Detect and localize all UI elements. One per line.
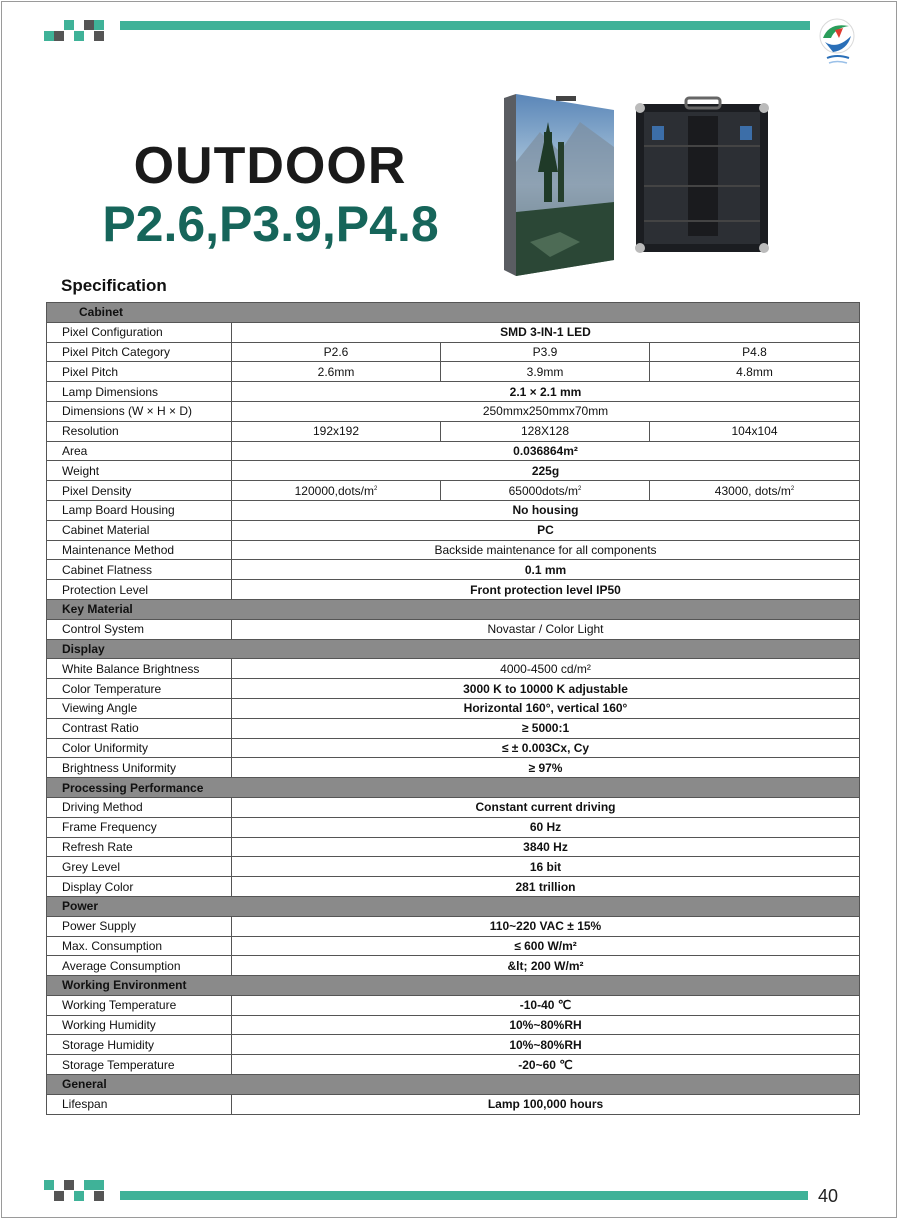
product-back-image — [632, 96, 772, 256]
section-row-working-environment: Working Environment — [47, 976, 860, 996]
table-row: Storage Humidity 10%~80%RH — [47, 1035, 860, 1055]
table-row: Power Supply 110~220 VAC ± 15% — [47, 916, 860, 936]
table-row: Pixel Pitch 2.6mm 3.9mm 4.8mm — [47, 362, 860, 382]
table-row: Pixel Density $120000,dots/m^2$ $65000dots/m^2$ 43000, dots/$m^2$ — [47, 481, 860, 501]
table-row: Maintenance Method Backside maintenance for all components — [47, 540, 860, 560]
section-row-processing: Processing Performance — [47, 778, 860, 798]
section-row-display: Display — [47, 639, 860, 659]
checker-pattern-bottom — [44, 1180, 108, 1202]
table-row: Resolution 192x192 128X128 104x104 — [47, 421, 860, 441]
table-row: Color Temperature 3000 K to 10000 K adjustable — [47, 679, 860, 699]
table-row: Weight 225g — [47, 461, 860, 481]
page-subtitle: P2.6,P3.9,P4.8 — [102, 196, 439, 252]
table-row: Max. Consumption ≤ 600 W/m² — [47, 936, 860, 956]
table-row: Lamp Board Housing No housing — [47, 500, 860, 520]
table-row: Protection Level Front protection level IP50 — [47, 580, 860, 600]
page-number: 40 — [818, 1186, 839, 1206]
table-row: Dimensions (W × H × D) 250mmx250mmx70mm — [47, 401, 860, 421]
company-logo-icon — [815, 16, 859, 68]
table-row: Pixel Configuration SMD 3-IN-1 LED — [47, 322, 860, 342]
table-row: Display Color 281 trillion — [47, 877, 860, 897]
table-row: Refresh Rate 3840 Hz — [47, 837, 860, 857]
table-row: Driving Method Constant current driving — [47, 797, 860, 817]
table-row: Pixel Pitch Category P2.6 P3.9 P4.8 — [47, 342, 860, 362]
table-row: Storage Temperature -20~60 ℃ — [47, 1055, 860, 1075]
table-row: Control System Novastar / Color Light — [47, 619, 860, 639]
checker-pattern-top — [44, 20, 108, 42]
table-row: Viewing Angle Horizontal 160°, vertical 160° — [47, 698, 860, 718]
table-row: Frame Frequency 60 Hz — [47, 817, 860, 837]
table-row: Grey Level 16 bit — [47, 857, 860, 877]
specification-table — [46, 302, 860, 1115]
page-title: OUTDOOR — [133, 137, 407, 195]
section-row-power: Power — [47, 896, 860, 916]
table-row: Contrast Ratio ≥ 5000:1 — [47, 718, 860, 738]
table-row: Lifespan Lamp 100,000 hours — [47, 1094, 860, 1114]
table-row: Cabinet Material PC — [47, 520, 860, 540]
section-row-general: General — [47, 1075, 860, 1095]
specification-heading: Specification — [61, 276, 167, 295]
table-row: Area 0.036864m² — [47, 441, 860, 461]
table-row: Color Uniformity ≤ ± 0.003Cx, Cy — [47, 738, 860, 758]
section-row-cabinet: Cabinet — [47, 303, 860, 323]
top-accent-bar — [120, 21, 810, 30]
table-row: Working Temperature -10-40 ℃ — [47, 995, 860, 1015]
table-row: White Balance Brightness 4000-4500 cd/m² — [47, 659, 860, 679]
section-row-key-material: Key Material — [47, 599, 860, 619]
table-row: Lamp Dimensions 2.1 × 2.1 mm — [47, 382, 860, 402]
table-row: Average Consumption &lt; 200 W/m² — [47, 956, 860, 976]
product-front-image — [500, 92, 616, 282]
bottom-accent-bar — [120, 1191, 808, 1200]
table-row: Cabinet Flatness 0.1 mm — [47, 560, 860, 580]
table-row: Working Humidity 10%~80%RH — [47, 1015, 860, 1035]
table-row: Brightness Uniformity ≥ 97% — [47, 758, 860, 778]
